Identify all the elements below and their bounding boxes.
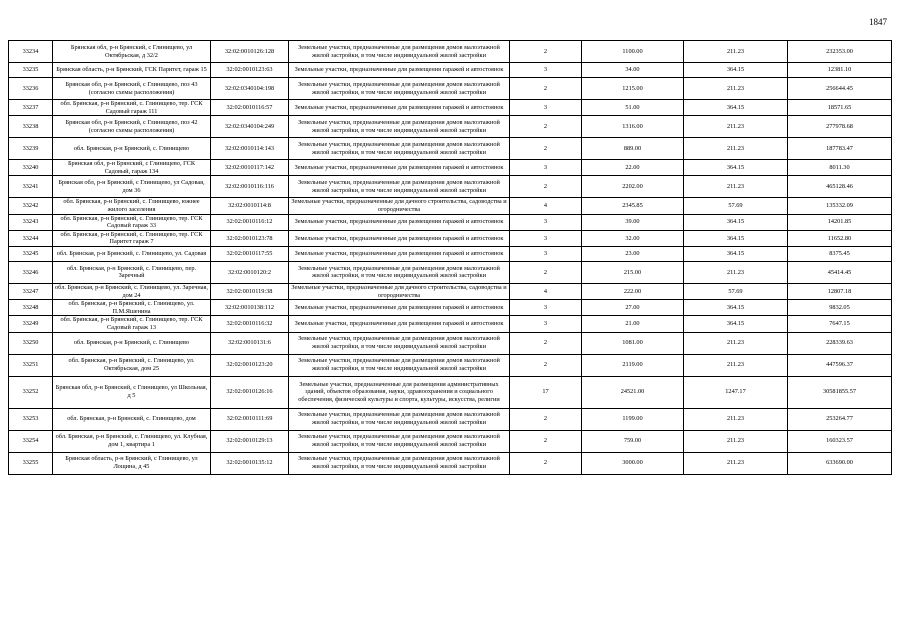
record-number-cell: 33254 [9,430,53,452]
land-use-purpose-cell: Земельные участки, предназначенные для размещения гаражей и автостоянок [289,300,510,316]
specific-value-cell: 1247.17 [684,376,788,408]
record-number-cell: 33241 [9,176,53,198]
cadastral-number-cell: 32:02:0010126:128 [211,41,289,63]
table-row [9,230,892,246]
group-cell: 4 [510,198,582,214]
land-use-purpose-cell: Земельные участки, предназначенные для размещения гаражей и автостоянок [289,214,510,230]
land-use-purpose-cell: Земельные участки, предназначенные для размещения домов малоэтажной жилой застройки, в том числе индивидуальной жилой застройки [289,430,510,452]
cadastral-number-cell: 32:02:0010119:38 [211,283,289,299]
cadastral-value-cell: 187783.47 [788,138,892,160]
group-cell: 2 [510,176,582,198]
table-row [9,332,892,354]
cadastral-value-cell: 8011.30 [788,160,892,176]
cadastral-number-cell: 32:02:0010111:69 [211,408,289,430]
table-row [9,198,892,214]
area-cell: 34.00 [582,63,684,78]
group-cell: 2 [510,116,582,138]
land-use-purpose-cell: Земельные участки, предназначенные для дачного строительства, садоводства и огородничества [289,283,510,299]
group-cell: 3 [510,160,582,176]
address-cell: обл. Брянская, р-н Брянский, с. Глинищево, дом [53,408,211,430]
table-row [9,376,892,408]
table-row [9,316,892,332]
cadastral-value-cell: 135332.09 [788,198,892,214]
specific-value-cell: 364.15 [684,160,788,176]
specific-value-cell: 211.23 [684,354,788,376]
cadastral-value-cell: 256644.45 [788,78,892,100]
record-number-cell: 33246 [9,261,53,283]
table-row [9,41,892,63]
group-cell: 4 [510,283,582,299]
cadastral-number-cell: 32:02:0010129:13 [211,430,289,452]
cadastral-value-cell: 7647.15 [788,316,892,332]
address-cell: Брянская область, р-н Брянский, ГСК Паритет, гараж 15 [53,63,211,78]
cadastral-number-cell: 32:02:0010116:57 [211,100,289,116]
cadastral-value-cell: 633690.00 [788,452,892,474]
record-number-cell: 33251 [9,354,53,376]
land-use-purpose-cell: Земельные участки, предназначенные для размещения домов малоэтажной жилой застройки, в том числе индивидуальной жилой застройки [289,116,510,138]
cadastral-value-cell: 160323.57 [788,430,892,452]
cadastral-value-cell: 232353.00 [788,41,892,63]
address-cell: обл. Брянская, р-н Брянский, с. Глинищево [53,332,211,354]
cadastral-value-cell: 277978.68 [788,116,892,138]
table-row [9,176,892,198]
area-cell: 2202.00 [582,176,684,198]
area-cell: 2345.85 [582,198,684,214]
table-row [9,63,892,78]
specific-value-cell: 57.69 [684,283,788,299]
group-cell: 3 [510,300,582,316]
group-cell: 3 [510,214,582,230]
specific-value-cell: 364.15 [684,214,788,230]
record-number-cell: 33245 [9,246,53,261]
specific-value-cell: 211.23 [684,332,788,354]
area-cell: 51.00 [582,100,684,116]
group-cell: 3 [510,246,582,261]
area-cell: 3000.00 [582,452,684,474]
cadastral-number-cell: 32:02:0340104:249 [211,116,289,138]
address-cell: Брянская обл, р-н Брянский, с Глинищево, ул Школьная, д 5 [53,376,211,408]
group-cell: 2 [510,41,582,63]
cadastral-number-cell: 32:02:0010117:142 [211,160,289,176]
specific-value-cell: 211.23 [684,78,788,100]
address-cell: Брянская обл, р-н Брянский, с Глинищево, ГСК Садовый, гараж 134 [53,160,211,176]
group-cell: 2 [510,354,582,376]
cadastral-number-cell: 32:02:0010116:116 [211,176,289,198]
table-row [9,354,892,376]
address-cell: обл. Брянская, р-н Брянский, с. Глинищево, тер. ГСК Садовый гараж 33 [53,214,211,230]
record-number-cell: 33236 [9,78,53,100]
specific-value-cell: 364.15 [684,246,788,261]
address-cell: обл. Брянская, р-н Брянский, с. Глинищево, ул. Заречная, дом 24 [53,283,211,299]
land-use-purpose-cell: Земельные участки, предназначенные для размещения домов малоэтажной жилой застройки, в том числе индивидуальной жилой застройки [289,138,510,160]
cadastral-number-cell: 32:02:0010123:20 [211,354,289,376]
land-use-purpose-cell: Земельные участки, предназначенные для размещения гаражей и автостоянок [289,230,510,246]
specific-value-cell: 364.15 [684,230,788,246]
land-use-purpose-cell: Земельные участки, предназначенные для размещения гаражей и автостоянок [289,246,510,261]
record-number-cell: 33234 [9,41,53,63]
land-use-purpose-cell: Земельные участки, предназначенные для размещения административных зданий, объектов образования, науки, здравоохранения и социального обеспечения, физической культуры и спорта, культуры, искусства, религии [289,376,510,408]
land-use-purpose-cell: Земельные участки, предназначенные для дачного строительства, садоводства и огородничества [289,198,510,214]
area-cell: 215.00 [582,261,684,283]
area-cell: 39.00 [582,214,684,230]
area-cell: 21.00 [582,316,684,332]
cadastral-number-cell: 32:02:0010117:55 [211,246,289,261]
address-cell: обл. Брянская, р-н Брянский, с. Глинищево, ул. П.М.Яшенина [53,300,211,316]
cadastral-value-cell: 14201.85 [788,214,892,230]
record-number-cell: 33244 [9,230,53,246]
area-cell: 32.00 [582,230,684,246]
table-row [9,78,892,100]
area-cell: 222.00 [582,283,684,299]
specific-value-cell: 211.23 [684,408,788,430]
cadastral-value-cell: 253264.77 [788,408,892,430]
specific-value-cell: 364.15 [684,63,788,78]
area-cell: 1215.00 [582,78,684,100]
land-use-purpose-cell: Земельные участки, предназначенные для размещения домов малоэтажной жилой застройки, в том числе индивидуальной жилой застройки [289,354,510,376]
record-number-cell: 33249 [9,316,53,332]
area-cell: 1316.00 [582,116,684,138]
cadastral-value-table [8,40,892,475]
specific-value-cell: 364.15 [684,300,788,316]
cadastral-number-cell: 32:02:0010120:2 [211,261,289,283]
group-cell: 3 [510,63,582,78]
area-cell: 889.00 [582,138,684,160]
address-cell: обл. Брянская, р-н Брянский, с. Глинищево, пер. Заречный [53,261,211,283]
group-cell: 2 [510,452,582,474]
land-use-purpose-cell: Земельные участки, предназначенные для размещения домов малоэтажной жилой застройки, в том числе индивидуальной жилой застройки [289,41,510,63]
address-cell: обл. Брянская, р-н Брянский, с. Глинищево, ул. Садовая [53,246,211,261]
cadastral-number-cell: 32:02:0010116:12 [211,214,289,230]
cadastral-value-cell: 465128.46 [788,176,892,198]
area-cell: 24521.00 [582,376,684,408]
cadastral-value-cell: 30581855.57 [788,376,892,408]
cadastral-number-cell: 32:02:0340104:198 [211,78,289,100]
specific-value-cell: 211.23 [684,430,788,452]
land-use-purpose-cell: Земельные участки, предназначенные для размещения гаражей и автостоянок [289,316,510,332]
group-cell: 3 [510,100,582,116]
land-use-purpose-cell: Земельные участки, предназначенные для размещения домов малоэтажной жилой застройки, в том числе индивидуальной жилой застройки [289,176,510,198]
land-use-purpose-cell: Земельные участки, предназначенные для размещения гаражей и автостоянок [289,100,510,116]
area-cell: 1100.00 [582,41,684,63]
address-cell: Брянская обл, р-н Брянский, с Глинищево, ул Садовая, дом 36 [53,176,211,198]
specific-value-cell: 57.69 [684,198,788,214]
land-use-purpose-cell: Земельные участки, предназначенные для размещения гаражей и автостоянок [289,63,510,78]
record-number-cell: 33237 [9,100,53,116]
group-cell: 17 [510,376,582,408]
cadastral-value-cell: 18571.65 [788,100,892,116]
cadastral-number-cell: 32:02:0010123:78 [211,230,289,246]
land-use-purpose-cell: Земельные участки, предназначенные для размещения гаражей и автостоянок [289,160,510,176]
specific-value-cell: 211.23 [684,176,788,198]
table-row [9,283,892,299]
cadastral-number-cell: 32:02:0010114:8 [211,198,289,214]
cadastral-number-cell: 32:02:0010126:16 [211,376,289,408]
group-cell: 2 [510,332,582,354]
table-row [9,408,892,430]
table-row [9,116,892,138]
area-cell: 759.00 [582,430,684,452]
record-number-cell: 33239 [9,138,53,160]
address-cell: обл. Брянская, р-н Брянский, с. Глинищево, южнее жилого заселения [53,198,211,214]
specific-value-cell: 211.23 [684,452,788,474]
group-cell: 3 [510,316,582,332]
address-cell: обл. Брянская, р-н Брянский, с. Глинищево, тер. ГСК Садовый гараж 13 [53,316,211,332]
specific-value-cell: 211.23 [684,138,788,160]
specific-value-cell: 364.15 [684,100,788,116]
address-cell: обл. Брянская, р-н Брянский, с. Глинищево, ул. Октябрьская, дом 25 [53,354,211,376]
cadastral-value-cell: 9832.05 [788,300,892,316]
specific-value-cell: 211.23 [684,41,788,63]
cadastral-number-cell: 32:02:0010135:12 [211,452,289,474]
address-cell: Брянская обл, р-н Брянский, с Глинищево, ул Октябрьская, д 32/2 [53,41,211,63]
record-number-cell: 33235 [9,63,53,78]
cadastral-number-cell: 32:02:0010116:32 [211,316,289,332]
table-row [9,452,892,474]
record-number-cell: 33253 [9,408,53,430]
address-cell: обл. Брянская, р-н Брянский, с. Глинищево, тер. ГСК Садовый гараж 111 [53,100,211,116]
group-cell: 3 [510,230,582,246]
record-number-cell: 33255 [9,452,53,474]
cadastral-value-cell: 12807.18 [788,283,892,299]
address-cell: Брянская обл, р-н Брянский, с Глинищево, поз 42 (согласно схемы расположения) [53,116,211,138]
table-row [9,261,892,283]
specific-value-cell: 211.23 [684,116,788,138]
cadastral-value-cell: 8375.45 [788,246,892,261]
record-number-cell: 33240 [9,160,53,176]
group-cell: 2 [510,261,582,283]
address-cell: обл. Брянская, р-н Брянский, с. Глинищево [53,138,211,160]
area-cell: 1199.00 [582,408,684,430]
table-row [9,138,892,160]
table-row [9,246,892,261]
page-number: 1847 [869,17,887,27]
cadastral-value-cell: 11652.80 [788,230,892,246]
area-cell: 22.00 [582,160,684,176]
group-cell: 2 [510,138,582,160]
land-use-purpose-cell: Земельные участки, предназначенные для размещения домов малоэтажной жилой застройки, в том числе индивидуальной жилой застройки [289,332,510,354]
record-number-cell: 33242 [9,198,53,214]
address-cell: обл. Брянская, р-н Брянский, с. Глинищево, ул. Клубная, дом 1, квартира 1 [53,430,211,452]
record-number-cell: 33238 [9,116,53,138]
cadastral-value-cell: 45414.45 [788,261,892,283]
table-row [9,300,892,316]
table-row [9,214,892,230]
cadastral-value-cell: 447596.37 [788,354,892,376]
address-cell: Брянская обл, р-н Брянский, с Глинищево, поз 43 (согласно схемы расположения) [53,78,211,100]
land-use-purpose-cell: Земельные участки, предназначенные для размещения домов малоэтажной жилой застройки, в том числе индивидуальной жилой застройки [289,78,510,100]
record-number-cell: 33247 [9,283,53,299]
record-number-cell: 33243 [9,214,53,230]
address-cell: обл. Брянская, р-н Брянский, с. Глинищево, тер. ГСК Паритет гараж 7 [53,230,211,246]
table-row [9,430,892,452]
area-cell: 27.00 [582,300,684,316]
area-cell: 2119.00 [582,354,684,376]
table-row [9,100,892,116]
cadastral-number-cell: 32:02:0010123:63 [211,63,289,78]
area-cell: 1081.00 [582,332,684,354]
table-row [9,160,892,176]
group-cell: 2 [510,430,582,452]
cadastral-number-cell: 32:02:0010131:6 [211,332,289,354]
record-number-cell: 33250 [9,332,53,354]
group-cell: 2 [510,78,582,100]
area-cell: 23.00 [582,246,684,261]
specific-value-cell: 364.15 [684,316,788,332]
record-number-cell: 33248 [9,300,53,316]
specific-value-cell: 211.23 [684,261,788,283]
address-cell: Брянская область, р-н Брянский, с Глинищево, ул Лощина, д 45 [53,452,211,474]
land-use-purpose-cell: Земельные участки, предназначенные для размещения домов малоэтажной жилой застройки, в том числе индивидуальной жилой застройки [289,452,510,474]
cadastral-number-cell: 32:02:0010138:112 [211,300,289,316]
land-use-purpose-cell: Земельные участки, предназначенные для размещения домов малоэтажной жилой застройки, в том числе индивидуальной жилой застройки [289,408,510,430]
cadastral-number-cell: 32:02:0010114:143 [211,138,289,160]
cadastral-value-cell: 228339.63 [788,332,892,354]
group-cell: 2 [510,408,582,430]
land-use-purpose-cell: Земельные участки, предназначенные для размещения домов малоэтажной жилой застройки, в том числе индивидуальной жилой застройки [289,261,510,283]
cadastral-value-cell: 12381.10 [788,63,892,78]
record-number-cell: 33252 [9,376,53,408]
